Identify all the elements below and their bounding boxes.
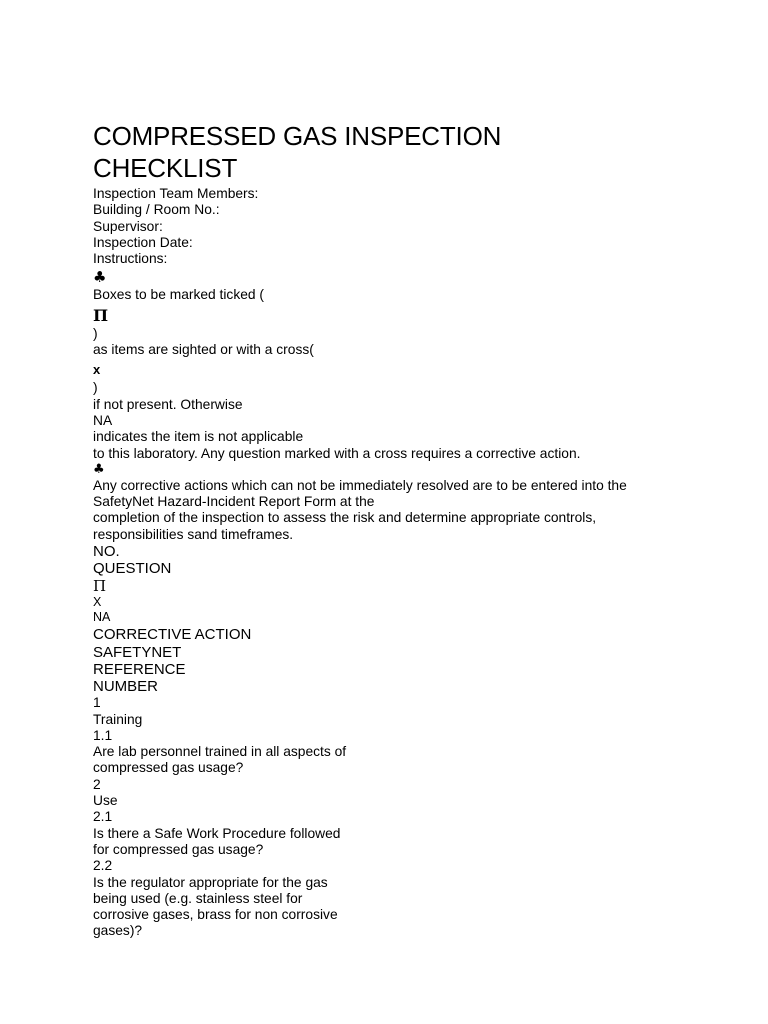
column-header-tick-icon: Π bbox=[93, 577, 107, 596]
supervisor-label: Supervisor: bbox=[93, 218, 163, 234]
header-fields bbox=[93, 186, 733, 267]
instruction-line: if not present. Otherwise bbox=[93, 396, 243, 412]
checklist-items bbox=[93, 695, 733, 939]
instructions-block bbox=[93, 268, 733, 543]
instruction-line: NA bbox=[93, 412, 113, 428]
item-text: being used (e.g. stainless steel for bbox=[93, 890, 303, 906]
item-text: Use bbox=[93, 793, 118, 809]
club-bullet-icon: ♣ bbox=[93, 268, 107, 287]
inspection-date-label: Inspection Date: bbox=[93, 234, 193, 250]
instruction-line: Boxes to be marked ticked ( bbox=[93, 287, 265, 303]
club-bullet-icon: ♣ bbox=[93, 461, 105, 477]
instruction-line: ) bbox=[93, 380, 98, 396]
item-text: Are lab personnel trained in all aspects of bbox=[93, 744, 347, 760]
instruction-line: completion of the inspection to assess the risk and determine appropriate controls, bbox=[93, 510, 597, 526]
item-text: for compressed gas usage? bbox=[93, 841, 264, 857]
item-number: 2.1 bbox=[93, 809, 113, 825]
cross-symbol-icon: x bbox=[93, 362, 101, 378]
instruction-line: ) bbox=[93, 325, 98, 341]
instruction-line: Any corrective actions which can not be immediately resolved are to be entered into the bbox=[93, 477, 627, 493]
title-line-1: COMPRESSED GAS INSPECTION bbox=[93, 121, 502, 151]
column-header-reference: SAFETYNET bbox=[93, 643, 182, 661]
column-header-no: NO. bbox=[93, 543, 120, 561]
instruction-line: responsibilities sand timeframes. bbox=[93, 526, 294, 542]
column-header-x: X bbox=[93, 595, 102, 610]
document-title bbox=[93, 120, 733, 184]
list-item bbox=[93, 728, 733, 777]
column-header-reference: NUMBER bbox=[93, 678, 159, 696]
item-text: gases)? bbox=[93, 923, 143, 939]
column-header-na: NA bbox=[93, 609, 111, 624]
table-header bbox=[93, 543, 733, 695]
inspection-team-label: Inspection Team Members: bbox=[93, 186, 259, 201]
list-item bbox=[93, 809, 733, 858]
instructions-label: Instructions: bbox=[93, 251, 168, 267]
item-text: corrosive gases, brass for non corrosive bbox=[93, 907, 338, 923]
item-text: compressed gas usage? bbox=[93, 760, 244, 776]
item-text: Training bbox=[93, 711, 143, 727]
instruction-line: SafetyNet Hazard-Incident Report Form at the bbox=[93, 494, 375, 510]
list-item bbox=[93, 777, 733, 810]
document-page bbox=[93, 120, 733, 940]
column-header-question: QUESTION bbox=[93, 560, 172, 578]
title-line-2: CHECKLIST bbox=[93, 153, 238, 183]
instruction-line: indicates the item is not applicable bbox=[93, 429, 304, 445]
item-number: 2 bbox=[93, 776, 101, 792]
item-number: 2.2 bbox=[93, 858, 113, 874]
column-header-reference: REFERENCE bbox=[93, 660, 186, 678]
item-text: Is the regulator appropriate for the gas bbox=[93, 874, 328, 890]
list-item bbox=[93, 858, 733, 939]
column-header-corrective-action: CORRECTIVE ACTION bbox=[93, 626, 252, 644]
tick-symbol-icon: Π bbox=[93, 305, 109, 325]
item-number: 1.1 bbox=[93, 727, 113, 743]
item-text: Is there a Safe Work Procedure followed bbox=[93, 825, 341, 841]
building-room-label: Building / Room No.: bbox=[93, 202, 220, 218]
instruction-line: as items are sighted or with a cross( bbox=[93, 342, 314, 358]
instruction-line: to this laboratory. Any question marked with a cross requires a corrective action. bbox=[93, 445, 581, 461]
list-item bbox=[93, 695, 733, 728]
item-number: 1 bbox=[93, 695, 101, 711]
